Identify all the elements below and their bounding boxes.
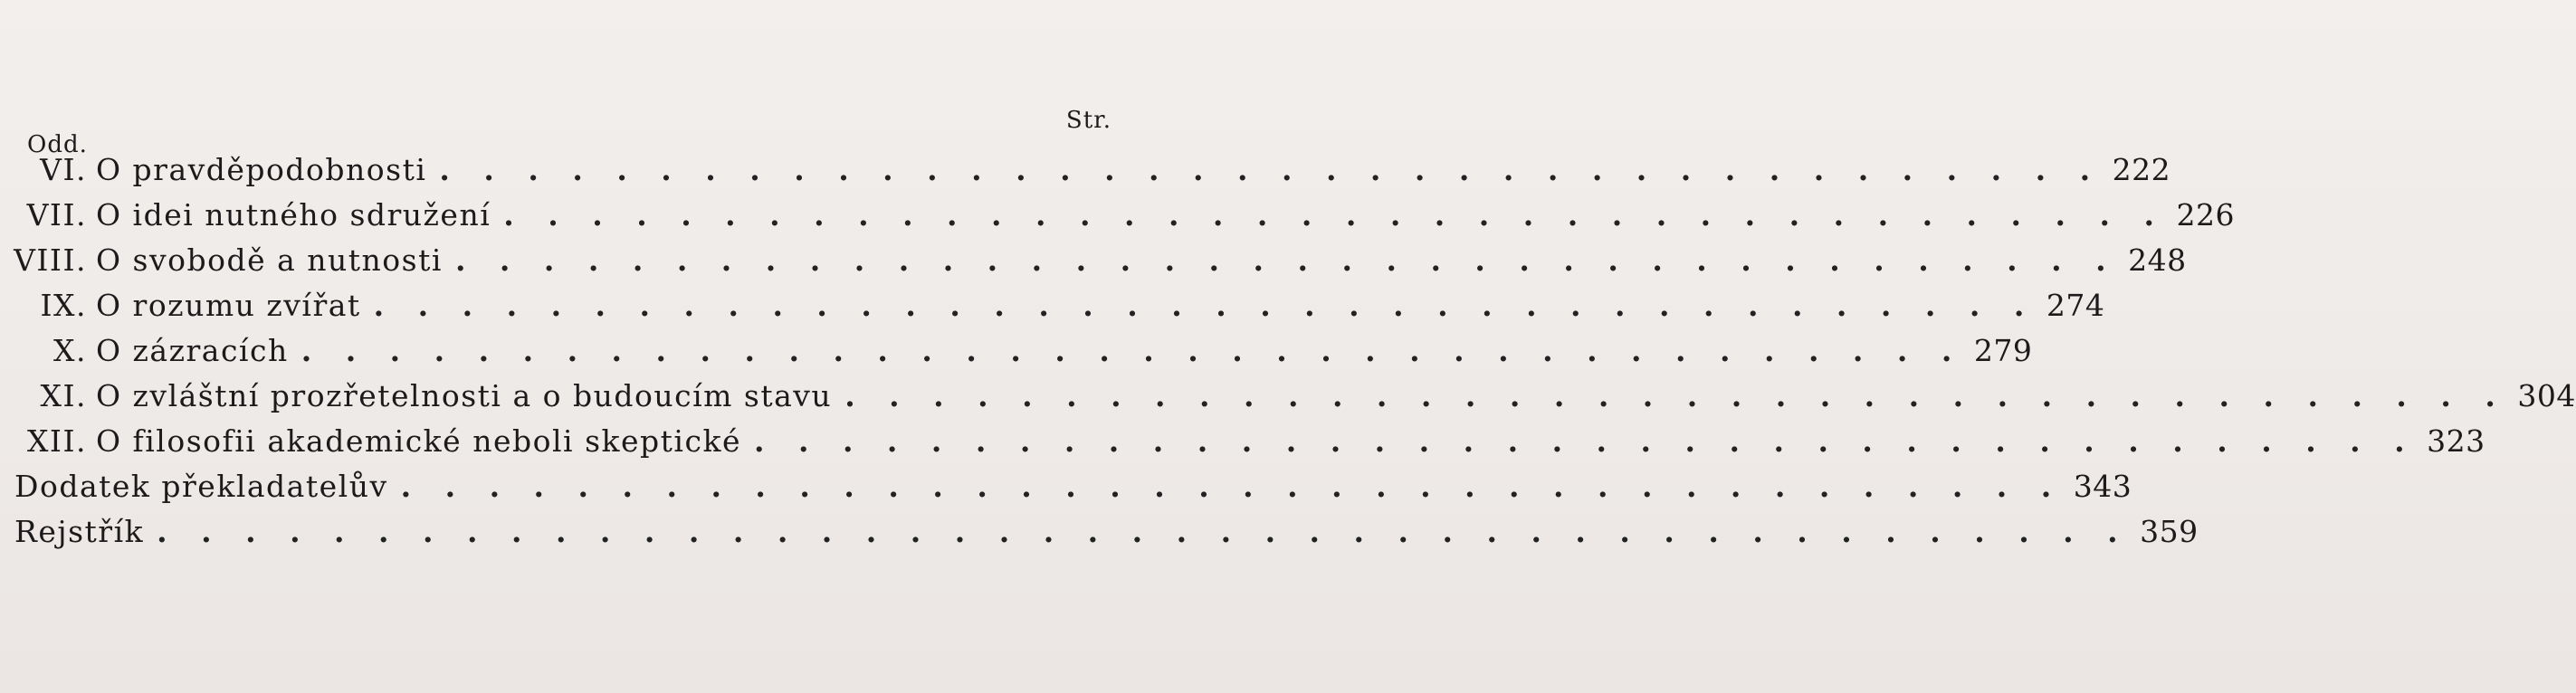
toc-entry [0, 152, 2171, 197]
section-title: O idei nutného sdružení [96, 197, 491, 233]
section-number: X. [53, 333, 87, 368]
leader-dots: . . . . . . . . . . . . . . . . . . . . . . . . . . . . . . . . . . . . . . [301, 333, 1964, 368]
leader-dots: . . . . . . . . . . . . . . . . . . . . . . . . . . . . . . . . . . . . . . [844, 378, 2507, 413]
leader-dots: . . . . . . . . . . . . . . . . . . . . . . . . . . . . . . . . . . . . . . [439, 152, 2103, 187]
toc-entry [0, 288, 2105, 333]
leader-dots: . . . . . . . . . . . . . . . . . . . . . . . . . . . . . . . . . . . . . . [373, 288, 2037, 323]
section-number: VIII. [14, 242, 87, 278]
section-title: O pravděpodobnosti [96, 152, 427, 187]
section-title: O svobodě a nutnosti [96, 242, 443, 278]
page-number: 359 [2140, 514, 2199, 549]
page-number: 222 [2112, 152, 2171, 187]
section-column-header: Odd. [27, 131, 88, 158]
toc-entry [0, 423, 2485, 469]
section-number: VI. [40, 152, 87, 187]
leader-dots: . . . . . . . . . . . . . . . . . . . . . . . . . . . . . . . . . . . . . . [400, 469, 2064, 504]
section-number: XI. [40, 378, 87, 413]
section-title: O zvláštní prozřetelnosti a o budoucím stavu [96, 378, 833, 413]
section-title: O zázracích [96, 333, 289, 368]
toc-entry [0, 469, 2132, 514]
page-column-header: Str. [1065, 107, 1111, 134]
section-number: XII. [26, 423, 87, 459]
section-number: VII. [26, 197, 87, 233]
page-number: 343 [2073, 469, 2132, 504]
section-title: O rozumu zvířat [96, 288, 361, 323]
toc-entry [0, 378, 2576, 423]
page-number: 279 [1973, 333, 2033, 368]
section-title: O filosofii akademické neboli skeptické [96, 423, 741, 459]
leader-dots: . . . . . . . . . . . . . . . . . . . . . . . . . . . . . . . . . . . . . . . . . . . . . [157, 514, 2130, 549]
page-number: 226 [2176, 197, 2235, 233]
leader-dots: . . . . . . . . . . . . . . . . . . . . . . . . . . . . . . . . . . . . . . [753, 423, 2417, 459]
section-title: Rejstřík [14, 514, 145, 549]
page-number: 248 [2128, 242, 2187, 278]
section-title: Dodatek překladatelův [14, 469, 388, 504]
section-number: IX. [40, 288, 87, 323]
toc-entry [0, 242, 2187, 288]
leader-dots: . . . . . . . . . . . . . . . . . . . . . . . . . . . . . . . . . . . . . . [503, 197, 2166, 233]
toc-entry [0, 333, 2033, 378]
leader-dots: . . . . . . . . . . . . . . . . . . . . . . . . . . . . . . . . . . . . . . [454, 242, 2118, 278]
toc-entry [0, 514, 2199, 559]
page-number: 274 [2046, 288, 2105, 323]
toc-entry [0, 197, 2235, 242]
page-number: 304 [2517, 378, 2576, 413]
page-number: 323 [2427, 423, 2485, 459]
